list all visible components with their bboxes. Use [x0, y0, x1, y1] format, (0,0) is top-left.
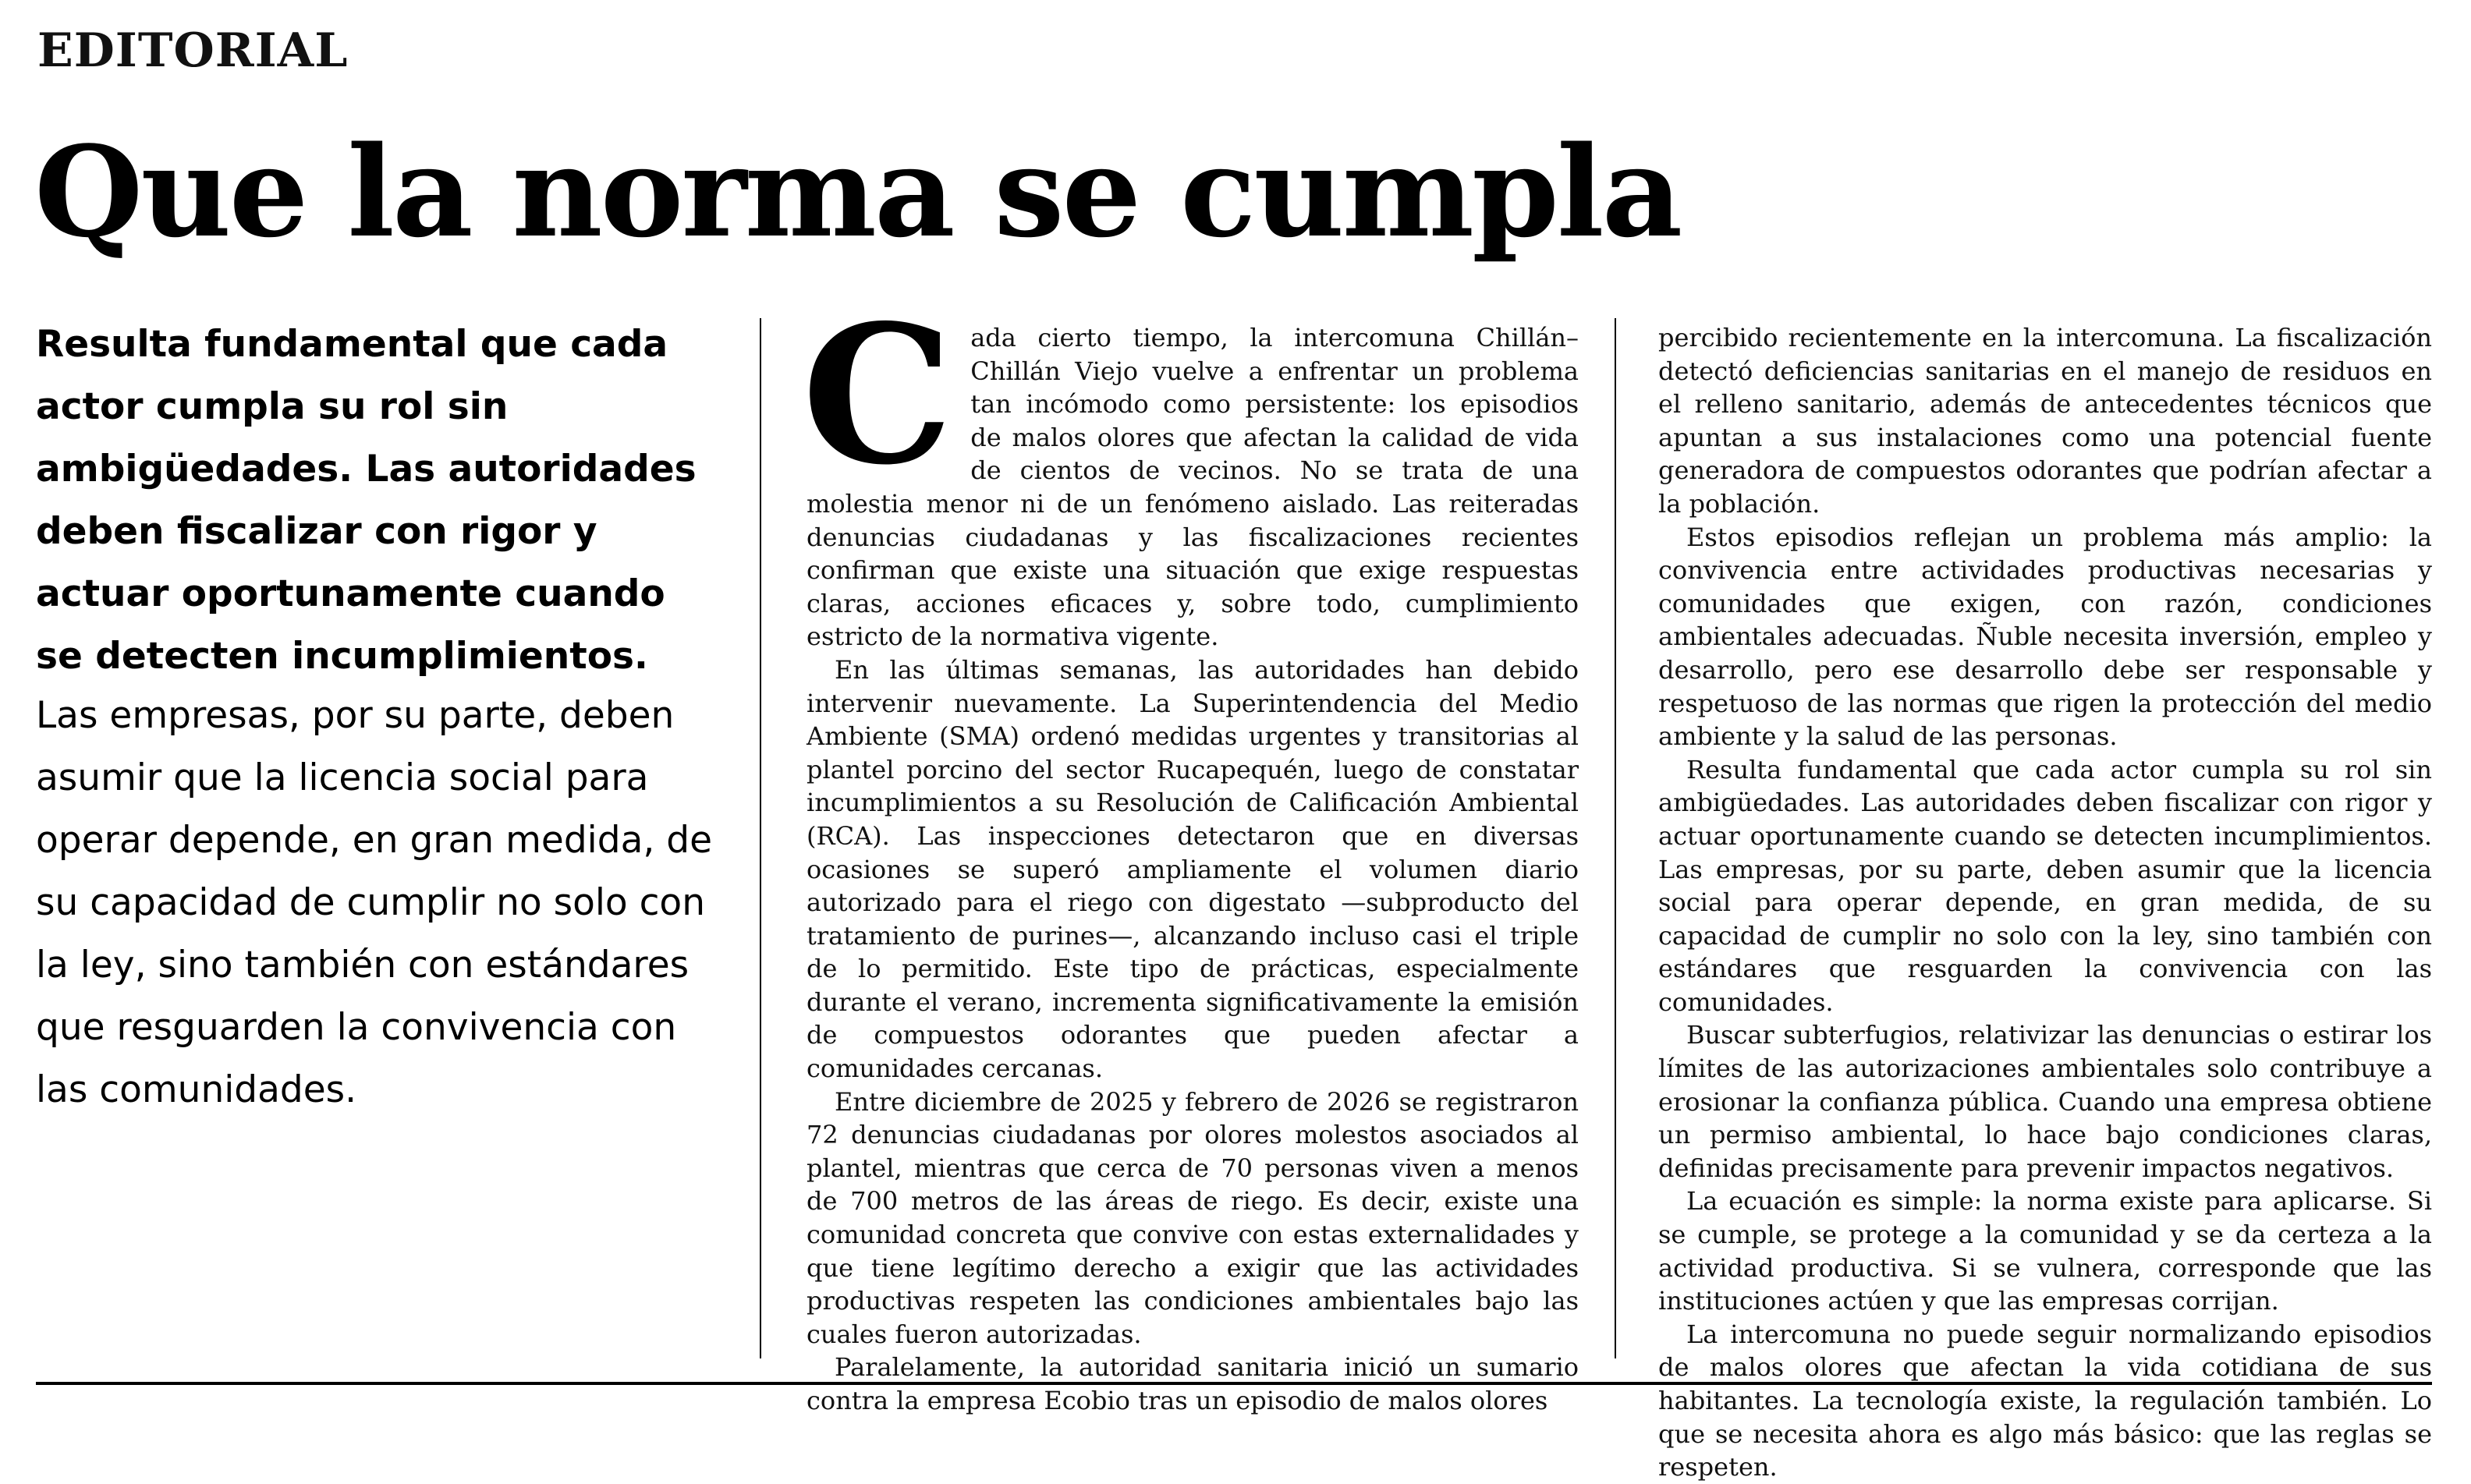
article-paragraph: En las últimas semanas, las autoridades han debido intervenir nuevamente. La Superintendencia del Medio Ambiente (SMA) ordenó medidas urgentes y transitorias al plantel porcino del sector Rucapequén, luego de constatar incumplimientos a su Resolución de Calificación Ambiental (RCA). Las inspecciones detectaron que en diversas ocasiones se superó ampliamente el volumen diario autorizado para el riego con digestato —subproducto del tratamiento de purines—, alcanzando incluso casi el triple de lo permitido. Este tipo de prácticas, especialmente durante el verano, incrementa significativamente la emisión de compuestos odorantes que pueden afectar a comunidades cercanas.	[807, 654, 1579, 1084]
article-paragraph: Entre diciembre de 2025 y febrero de 2026 se registraron 72 denuncias ciudadanas por olores molestos asociados al plantel, mientras que cerca de 70 personas viven a menos de 700 metros de las áreas de riego. Es decir, existe una comunidad concreta que convive con estas externalidades y que tiene legítimo derecho a exigir que las actividades productivas respeten las condiciones ambientales bajo las cuales fueron autorizadas.	[807, 1086, 1579, 1349]
article-paragraph: La ecuación es simple: la norma existe para aplicarse. Si se cumple, se protege a la comunidad y se da certeza a la actividad productiva. Si se vulnera, corresponde que las instituciones actúen y que las empresas corrijan.	[1658, 1186, 2432, 1316]
headline: Que la norma se cumpla	[34, 119, 1681, 265]
lede-summary: Resulta fundamental que cada actor cumpla su rol sin ambigüedades. Las autoridades deben fiscalizar con rigor y actuar oportunamente cuando se detecten incumplimientos.	[36, 323, 697, 678]
column-divider-left	[760, 318, 761, 1358]
article-paragraph: Estos episodios reflejan un problema más amplio: la convivencia entre actividades productivas necesarias y comunidades que exigen, con razón, condiciones ambientales adecuadas. Ñuble necesita inversión, empleo y desarrollo, pero ese desarrollo debe ser responsable y respetuoso de las normas que rigen la protección del medio ambiente y la salud de las personas.	[1658, 522, 2432, 752]
section-label: EDITORIAL	[37, 23, 349, 78]
column-divider-right	[1615, 318, 1616, 1358]
article-paragraph: percibido recientemente en la intercomuna. La fiscalización detectó deficiencias sanitarias en el manejo de residuos en el relleno sanitario, además de antecedentes técnicos que apuntan a sus instalaciones como una potencial fuente generadora de compuestos odorantes que podrían afectar a la población.	[1658, 323, 2432, 519]
article-column-2	[1658, 321, 2432, 1482]
drop-cap: C	[802, 283, 954, 507]
article-paragraph: Paralelamente, la autoridad sanitaria inició un sumario contra la empresa Ecobio tras un episodio de malos olores	[807, 1352, 1579, 1415]
article-paragraph: Resulta fundamental que cada actor cumpla su rol sin ambigüedades. Las autoridades deben fiscalizar con rigor y actuar oportunamente cuando se detecten incumplimientos. Las empresas, por su parte, deben asumir que la licencia social para operar depende, en gran medida, de su capacidad de cumplir no solo con la ley, sino también con estándares que resguarden la convivencia con las comunidades.	[1658, 754, 2432, 1017]
article-paragraph: La intercomuna no puede seguir normalizando episodios de malos olores que afectan la vida cotidiana de sus habitantes. La tecnología existe, la regulación también. Lo que se necesita ahora es algo más básico: que las reglas se respeten.	[1658, 1319, 2432, 1482]
lede-body: Las empresas, por su parte, deben asumir que la licencia social para operar depende, en gran medida, de su capacidad de cumplir no solo con la ley, sino también con estándares que resguarden la convivencia con las comunidades.	[36, 694, 712, 1111]
article-paragraph: ada cierto tiempo, la intercomuna Chillán–Chillán Viejo vuelve a enfrentar un problema tan incómodo como persistente: los episodios de malos olores que afectan la calidad de vida de cientos de vecinos. No se trata de una molestia menor ni de un fenómeno aislado. Las reiteradas denuncias ciudadanas y las fiscalizaciones recientes confirman que existe una situación que exige respuestas claras, acciones eficaces y, sobre todo, cumplimiento estricto de la normativa vigente.	[807, 323, 1579, 652]
article-column-1	[802, 283, 1579, 1415]
article-paragraph: Buscar subterfugios, relativizar las denuncias o estirar los límites de las autorizaciones ambientales solo contribuye a erosionar la confianza pública. Cuando una empresa obtiene un permiso ambiental, lo hace bajo condiciones claras, definidas precisamente para prevenir impactos negativos.	[1658, 1020, 2432, 1183]
